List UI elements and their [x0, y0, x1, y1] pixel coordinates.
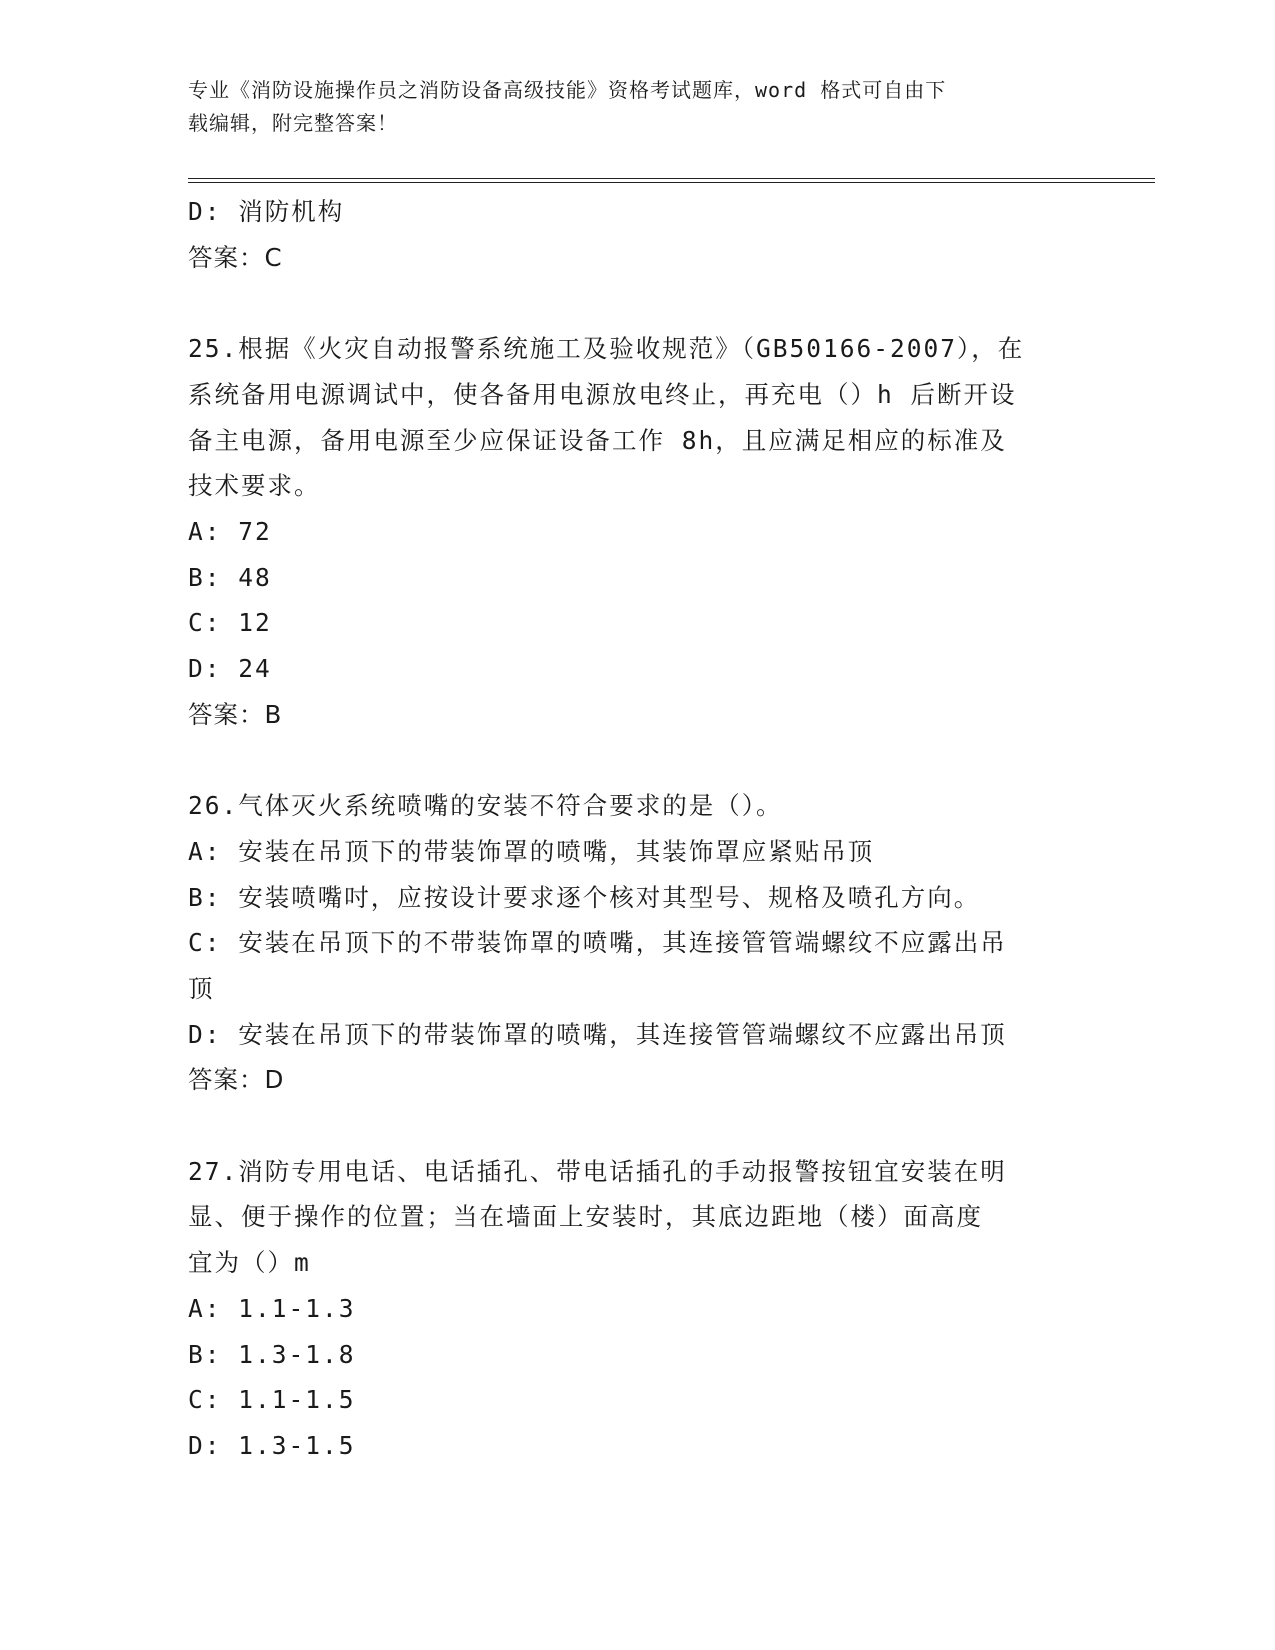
header-divider-top — [188, 178, 1155, 179]
q27-option-c: C: 1.1-1.5 — [188, 1385, 356, 1415]
q26-option-b: B: 安装喷嘴吋，应按设计要求逐个核对其型号、规格及喷孔方向。 — [188, 882, 981, 912]
q25-option-b: B: 48 — [188, 562, 272, 592]
q27-stem-line-3: 宜为（）m — [188, 1248, 311, 1278]
question-26 — [188, 783, 1088, 1103]
q26-option-c: C: 安装在吊顶下的不带装饰罩的喷嘴，其连接管管端螺纹不应露出吊 — [188, 928, 1007, 958]
q25-option-c: C: 12 — [188, 608, 272, 638]
document-header — [188, 74, 1068, 140]
q26-stem-line-1: 26.气体灭火系统喷嘴的安装不符合要求的是（）。 — [188, 791, 783, 821]
prev-answer: 答案：C — [188, 242, 283, 272]
q27-option-a: A: 1.1-1.3 — [188, 1293, 356, 1323]
q25-stem-line-3: 备主电源，备用电源至少应保证设备工作 8h，且应满足相应的标准及 — [188, 425, 1007, 455]
prev-option-d: D: 消防机构 — [188, 197, 345, 226]
q26-option-d: D: 安装在吊顶下的带装饰罩的喷嘴，其连接管管端螺纹不应露出吊顶 — [188, 1019, 1007, 1049]
spacer — [188, 1103, 1088, 1149]
q25-stem-line-1: 25.根据《火灾自动报警系统施工及验收规范》（GB50166-2007），在 — [188, 334, 1025, 364]
q25-option-d: D: 24 — [188, 654, 272, 684]
question-25 — [188, 326, 1088, 737]
q27-option-d: D: 1.3-1.5 — [188, 1430, 356, 1460]
q27-option-b: B: 1.3-1.8 — [188, 1339, 356, 1369]
q25-stem-line-4: 技术要求。 — [188, 471, 321, 501]
q26-answer: 答案：D — [188, 1065, 285, 1095]
q25-answer: 答案：B — [188, 699, 283, 729]
q26-option-a: A: 安装在吊顶下的带装饰罩的喷嘴，其装饰罩应紧贴吊顶 — [188, 836, 875, 866]
q27-stem-line-1: 27.消防专用电话、电话插孔、带电话插孔的手动报警按钮宜安装在明 — [188, 1156, 1007, 1186]
q25-option-a: A: 72 — [188, 516, 272, 546]
spacer — [188, 737, 1088, 783]
q26-option-c-cont: 顶 — [188, 973, 215, 1003]
q27-stem-line-2: 显、便于操作的位置；当在墙面上安装时，其底边距地（楼）面高度 — [188, 1202, 983, 1232]
spacer — [188, 280, 1088, 326]
q25-stem-line-2: 系统备用电源调试中，使各备用电源放电终止，再充电（）h 后断开设 — [188, 379, 1017, 409]
header-line-2: 载编辑，附完整答案！ — [188, 111, 398, 135]
header-divider-bottom — [188, 182, 1155, 183]
header-line-1: 专业《消防设施操作员之消防设备高级技能》资格考试题库，word 格式可自由下 — [188, 78, 947, 102]
question-27 — [188, 1149, 1088, 1469]
question-content — [188, 189, 1088, 1469]
